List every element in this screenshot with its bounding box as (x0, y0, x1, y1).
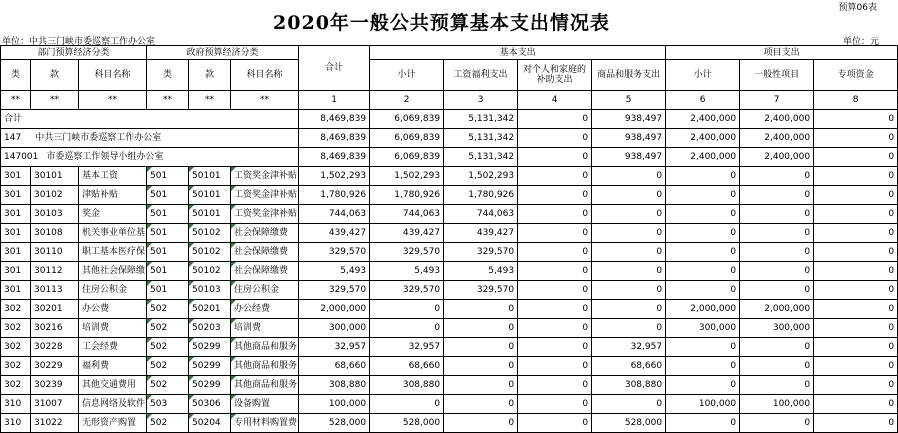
header-col-index: 3 (444, 91, 518, 110)
cell-p_subtotal: 0 (666, 376, 740, 395)
cell-salary: 1,780,926 (444, 186, 518, 205)
header-goods: 商品和服务支出 (592, 60, 666, 91)
header-row-groups (1, 46, 898, 60)
cell-name: 其他社会保障缴 (79, 262, 147, 281)
cell-special: 0 (814, 148, 898, 167)
header-basic-group: 基本支出 (370, 46, 666, 60)
cell-subtotal: 6,069,839 (370, 110, 444, 129)
cell-general: 0 (740, 167, 814, 186)
cell-p_subtotal: 0 (666, 414, 740, 433)
cell-special: 0 (814, 167, 898, 186)
cell-salary: 329,570 (444, 281, 518, 300)
cell-p_subtotal: 2,400,000 (666, 148, 740, 167)
cell-gov-lei: 501 (147, 281, 189, 300)
cell-general: 0 (740, 243, 814, 262)
cell-goods: 0 (592, 167, 666, 186)
table-row (1, 300, 898, 319)
cell-total: 300,000 (299, 319, 370, 338)
cell-personal: 0 (518, 186, 592, 205)
cell-subtotal: 68,660 (370, 357, 444, 376)
cell-subtotal: 329,570 (370, 243, 444, 262)
cell-gov-lei: 501 (147, 224, 189, 243)
summary-row (1, 110, 898, 129)
header-special: 专项资金 (814, 60, 898, 91)
cell-general: 0 (740, 338, 814, 357)
cell-kuan: 30101 (31, 167, 79, 186)
cell-subtotal: 0 (370, 395, 444, 414)
cell-goods: 32,957 (592, 338, 666, 357)
page-title: 2020年一般公共预算基本支出情况表 (273, 12, 610, 34)
cell-special: 0 (814, 395, 898, 414)
header-salary: 工资福利支出 (444, 60, 518, 91)
cell-name: 培训费 (79, 319, 147, 338)
cell-gov-name: 工资奖金津补贴 (231, 167, 299, 186)
cell-personal: 0 (518, 319, 592, 338)
cell-gov-kuan: 50102 (189, 262, 231, 281)
cell-subtotal: 308,880 (370, 376, 444, 395)
header-gov-name: 科目名称 (231, 60, 299, 91)
cell-gov-lei: 502 (147, 376, 189, 395)
cell-subtotal: 439,427 (370, 224, 444, 243)
cell-subtotal: 32,957 (370, 338, 444, 357)
cell-general: 100,000 (740, 395, 814, 414)
cell-gov-kuan: 50306 (189, 395, 231, 414)
cell-general: 2,400,000 (740, 110, 814, 129)
cell-subtotal: 5,493 (370, 262, 444, 281)
cell-p_subtotal: 0 (666, 338, 740, 357)
cell-total: 329,570 (299, 281, 370, 300)
cell-lei: 302 (1, 300, 31, 319)
cell-personal: 0 (518, 395, 592, 414)
unit-department-label: 单位：中共三门峡市委巡察工作办公室 (2, 37, 156, 47)
cell-name: 其他交通费用 (79, 376, 147, 395)
cell-gov-kuan: 50201 (189, 300, 231, 319)
header-total: 合计 (299, 46, 370, 91)
cell-kuan: 30228 (31, 338, 79, 357)
cell-special: 0 (814, 414, 898, 433)
cell-gov-lei: 503 (147, 395, 189, 414)
cell-lei: 301 (1, 224, 31, 243)
cell-personal: 0 (518, 262, 592, 281)
cell-special: 0 (814, 186, 898, 205)
cell-total: 5,493 (299, 262, 370, 281)
cell-subtotal: 1,780,926 (370, 186, 444, 205)
table-row (1, 376, 898, 395)
cell-general: 2,400,000 (740, 129, 814, 148)
header-col-index: 5 (592, 91, 666, 110)
cell-personal: 0 (518, 148, 592, 167)
header-star: ** (189, 91, 231, 110)
cell-personal: 0 (518, 281, 592, 300)
summary-label (1, 110, 299, 129)
cell-kuan: 30201 (31, 300, 79, 319)
cell-salary: 0 (444, 319, 518, 338)
cell-kuan: 31022 (31, 414, 79, 433)
cell-name: 无形资产购置 (79, 414, 147, 433)
cell-general: 0 (740, 414, 814, 433)
cell-kuan: 30229 (31, 357, 79, 376)
cell-p_subtotal: 0 (666, 281, 740, 300)
cell-gov-kuan: 50101 (189, 205, 231, 224)
cell-gov-name: 其他商品和服务 (231, 376, 299, 395)
table-row (1, 357, 898, 376)
cell-salary: 0 (444, 338, 518, 357)
cell-gov-kuan: 50204 (189, 414, 231, 433)
cell-gov-lei: 501 (147, 205, 189, 224)
cell-lei: 310 (1, 395, 31, 414)
cell-gov-lei: 502 (147, 357, 189, 376)
cell-total: 100,000 (299, 395, 370, 414)
cell-subtotal: 6,069,839 (370, 129, 444, 148)
cell-personal: 0 (518, 300, 592, 319)
cell-total: 8,469,839 (299, 110, 370, 129)
cell-p_subtotal: 0 (666, 243, 740, 262)
cell-goods: 938,497 (592, 110, 666, 129)
cell-general: 300,000 (740, 319, 814, 338)
cell-salary: 0 (444, 414, 518, 433)
table-row (1, 338, 898, 357)
cell-gov-lei: 502 (147, 414, 189, 433)
cell-p_subtotal: 2,400,000 (666, 110, 740, 129)
header-gov-group: 政府预算经济分类 (147, 46, 299, 60)
cell-salary: 744,063 (444, 205, 518, 224)
table-row (1, 395, 898, 414)
cell-special: 0 (814, 281, 898, 300)
cell-salary: 329,570 (444, 243, 518, 262)
cell-goods: 938,497 (592, 148, 666, 167)
cell-subtotal: 329,570 (370, 281, 444, 300)
cell-goods: 0 (592, 395, 666, 414)
summary-label (1, 148, 299, 167)
table-row (1, 224, 898, 243)
summary-label (1, 129, 299, 148)
cell-total: 439,427 (299, 224, 370, 243)
cell-goods: 0 (592, 205, 666, 224)
cell-special: 0 (814, 224, 898, 243)
cell-salary: 5,131,342 (444, 148, 518, 167)
cell-general: 0 (740, 376, 814, 395)
cell-general: 0 (740, 357, 814, 376)
cell-personal: 0 (518, 224, 592, 243)
cell-p_subtotal: 2,400,000 (666, 129, 740, 148)
cell-goods: 528,000 (592, 414, 666, 433)
cell-lei: 302 (1, 376, 31, 395)
cell-goods: 0 (592, 186, 666, 205)
header-star: ** (231, 91, 299, 110)
cell-gov-lei: 501 (147, 186, 189, 205)
cell-salary: 439,427 (444, 224, 518, 243)
header-dept-group: 部门预算经济分类 (1, 46, 147, 60)
cell-name: 住房公积金 (79, 281, 147, 300)
summary-code: 147 (4, 133, 22, 143)
cell-gov-name: 住房公积金 (231, 281, 299, 300)
cell-kuan: 30103 (31, 205, 79, 224)
cell-special: 0 (814, 205, 898, 224)
cell-lei: 302 (1, 319, 31, 338)
table-row (1, 205, 898, 224)
cell-lei: 302 (1, 357, 31, 376)
cell-gov-name: 其他商品和服务 (231, 338, 299, 357)
cell-personal: 0 (518, 243, 592, 262)
cell-gov-kuan: 50299 (189, 376, 231, 395)
cell-personal: 0 (518, 129, 592, 148)
cell-kuan: 30108 (31, 224, 79, 243)
cell-personal: 0 (518, 357, 592, 376)
cell-p_subtotal: 0 (666, 224, 740, 243)
cell-general: 0 (740, 224, 814, 243)
header-col-index: 6 (666, 91, 740, 110)
cell-total: 308,880 (299, 376, 370, 395)
cell-special: 0 (814, 243, 898, 262)
cell-general: 2,000,000 (740, 300, 814, 319)
summary-code: 147001 (4, 152, 39, 162)
cell-p_subtotal: 0 (666, 167, 740, 186)
cell-goods: 0 (592, 243, 666, 262)
cell-special: 0 (814, 376, 898, 395)
header-lei: 类 (1, 60, 31, 91)
cell-subtotal: 744,063 (370, 205, 444, 224)
cell-p_subtotal: 2,000,000 (666, 300, 740, 319)
cell-general: 0 (740, 205, 814, 224)
cell-gov-name: 工资奖金津补贴 (231, 205, 299, 224)
header-general: 一般性项目 (740, 60, 814, 91)
cell-goods: 0 (592, 224, 666, 243)
table-row (1, 262, 898, 281)
summary-row (1, 148, 898, 167)
cell-gov-lei: 501 (147, 243, 189, 262)
cell-name: 工会经费 (79, 338, 147, 357)
cell-personal: 0 (518, 110, 592, 129)
cell-gov-lei: 502 (147, 300, 189, 319)
cell-personal: 0 (518, 167, 592, 186)
cell-p_subtotal: 0 (666, 186, 740, 205)
cell-p_subtotal: 0 (666, 357, 740, 376)
cell-gov-kuan: 50102 (189, 243, 231, 262)
cell-salary: 5,131,342 (444, 110, 518, 129)
cell-total: 329,570 (299, 243, 370, 262)
cell-goods: 0 (592, 262, 666, 281)
cell-gov-name: 设备购置 (231, 395, 299, 414)
cell-special: 0 (814, 262, 898, 281)
cell-total: 528,000 (299, 414, 370, 433)
header-gov-kuan: 款 (189, 60, 231, 91)
cell-general: 2,400,000 (740, 148, 814, 167)
cell-special: 0 (814, 357, 898, 376)
cell-total: 8,469,839 (299, 129, 370, 148)
cell-general: 0 (740, 281, 814, 300)
cell-gov-name: 社会保障缴费 (231, 243, 299, 262)
cell-p_subtotal: 300,000 (666, 319, 740, 338)
cell-subtotal: 528,000 (370, 414, 444, 433)
unit-currency-label: 单位：元 (842, 37, 879, 47)
header-personal: 对个人和家庭的补助支出 (518, 60, 592, 91)
cell-goods: 938,497 (592, 129, 666, 148)
cell-subtotal: 0 (370, 300, 444, 319)
cell-gov-lei: 502 (147, 319, 189, 338)
cell-name: 津贴补贴 (79, 186, 147, 205)
cell-lei: 310 (1, 414, 31, 433)
header-project-subtotal: 小计 (666, 60, 740, 91)
table-number-label: 预算06表 (838, 3, 877, 13)
cell-lei: 301 (1, 281, 31, 300)
cell-gov-name: 办公经费 (231, 300, 299, 319)
table-row (1, 319, 898, 338)
cell-gov-lei: 501 (147, 167, 189, 186)
cell-goods: 0 (592, 300, 666, 319)
table-row (1, 414, 898, 433)
cell-subtotal: 1,502,293 (370, 167, 444, 186)
cell-personal: 0 (518, 376, 592, 395)
cell-gov-kuan: 50203 (189, 319, 231, 338)
cell-gov-kuan: 50103 (189, 281, 231, 300)
cell-salary: 0 (444, 395, 518, 414)
header-star: ** (79, 91, 147, 110)
table-row (1, 186, 898, 205)
cell-kuan: 30110 (31, 243, 79, 262)
header-gov-lei: 类 (147, 60, 189, 91)
header-col-index: 1 (299, 91, 370, 110)
cell-total: 744,063 (299, 205, 370, 224)
cell-subtotal: 0 (370, 319, 444, 338)
cell-special: 0 (814, 338, 898, 357)
cell-gov-lei: 502 (147, 338, 189, 357)
header-kuan: 款 (31, 60, 79, 91)
cell-name: 职工基本医疗保 (79, 243, 147, 262)
cell-salary: 5,493 (444, 262, 518, 281)
header-row-index (1, 91, 898, 110)
cell-lei: 301 (1, 167, 31, 186)
header-star: ** (1, 91, 31, 110)
cell-gov-kuan: 50299 (189, 357, 231, 376)
header-star: ** (31, 91, 79, 110)
budget-table (0, 45, 898, 433)
cell-total: 2,000,000 (299, 300, 370, 319)
cell-p_subtotal: 0 (666, 205, 740, 224)
cell-name: 信息网络及软件 (79, 395, 147, 414)
cell-name: 机关事业单位基 (79, 224, 147, 243)
table-row (1, 281, 898, 300)
cell-lei: 301 (1, 262, 31, 281)
cell-p_subtotal: 100,000 (666, 395, 740, 414)
cell-salary: 0 (444, 357, 518, 376)
header-row-columns (1, 60, 898, 91)
cell-p_subtotal: 0 (666, 262, 740, 281)
header-project-group: 项目支出 (666, 46, 898, 60)
cell-gov-kuan: 50299 (189, 338, 231, 357)
header-name: 科目名称 (79, 60, 147, 91)
cell-total: 1,780,926 (299, 186, 370, 205)
cell-kuan: 30216 (31, 319, 79, 338)
cell-goods: 0 (592, 319, 666, 338)
cell-personal: 0 (518, 414, 592, 433)
cell-lei: 301 (1, 205, 31, 224)
cell-special: 0 (814, 319, 898, 338)
cell-general: 0 (740, 186, 814, 205)
summary-row (1, 129, 898, 148)
cell-gov-kuan: 50102 (189, 224, 231, 243)
cell-name: 基本工资 (79, 167, 147, 186)
cell-gov-name: 社会保障缴费 (231, 224, 299, 243)
cell-special: 0 (814, 129, 898, 148)
header-col-index: 7 (740, 91, 814, 110)
cell-name: 福利费 (79, 357, 147, 376)
cell-kuan: 31007 (31, 395, 79, 414)
cell-total: 32,957 (299, 338, 370, 357)
header-col-index: 8 (814, 91, 898, 110)
cell-kuan: 30112 (31, 262, 79, 281)
summary-code: 合计 (4, 114, 23, 124)
cell-total: 68,660 (299, 357, 370, 376)
summary-name: 市委巡察工作领导小组办公室 (46, 152, 164, 162)
cell-total: 8,469,839 (299, 148, 370, 167)
cell-gov-name: 社会保障缴费 (231, 262, 299, 281)
cell-special: 0 (814, 110, 898, 129)
header-star: ** (147, 91, 189, 110)
cell-lei: 302 (1, 338, 31, 357)
cell-gov-name: 其他商品和服务 (231, 357, 299, 376)
cell-goods: 0 (592, 281, 666, 300)
cell-gov-name: 培训费 (231, 319, 299, 338)
cell-subtotal: 6,069,839 (370, 148, 444, 167)
cell-name: 办公费 (79, 300, 147, 319)
cell-salary: 0 (444, 300, 518, 319)
cell-total: 1,502,293 (299, 167, 370, 186)
cell-general: 0 (740, 262, 814, 281)
cell-special: 0 (814, 300, 898, 319)
cell-personal: 0 (518, 205, 592, 224)
cell-lei: 301 (1, 186, 31, 205)
header-col-index: 4 (518, 91, 592, 110)
cell-salary: 0 (444, 376, 518, 395)
summary-name: 中共三门峡市委巡察工作办公室 (35, 133, 162, 143)
header-subtotal: 小计 (370, 60, 444, 91)
cell-kuan: 30102 (31, 186, 79, 205)
cell-gov-name: 工资奖金津补贴 (231, 186, 299, 205)
cell-goods: 68,660 (592, 357, 666, 376)
cell-name: 奖金 (79, 205, 147, 224)
cell-salary: 1,502,293 (444, 167, 518, 186)
cell-gov-lei: 501 (147, 262, 189, 281)
cell-gov-name: 专用材料购置费 (231, 414, 299, 433)
cell-personal: 0 (518, 338, 592, 357)
cell-lei: 301 (1, 243, 31, 262)
cell-kuan: 30113 (31, 281, 79, 300)
cell-gov-kuan: 50101 (189, 186, 231, 205)
cell-kuan: 30239 (31, 376, 79, 395)
header-col-index: 2 (370, 91, 444, 110)
table-row (1, 167, 898, 186)
cell-goods: 308,880 (592, 376, 666, 395)
cell-gov-kuan: 50101 (189, 167, 231, 186)
table-row (1, 243, 898, 262)
cell-salary: 5,131,342 (444, 129, 518, 148)
